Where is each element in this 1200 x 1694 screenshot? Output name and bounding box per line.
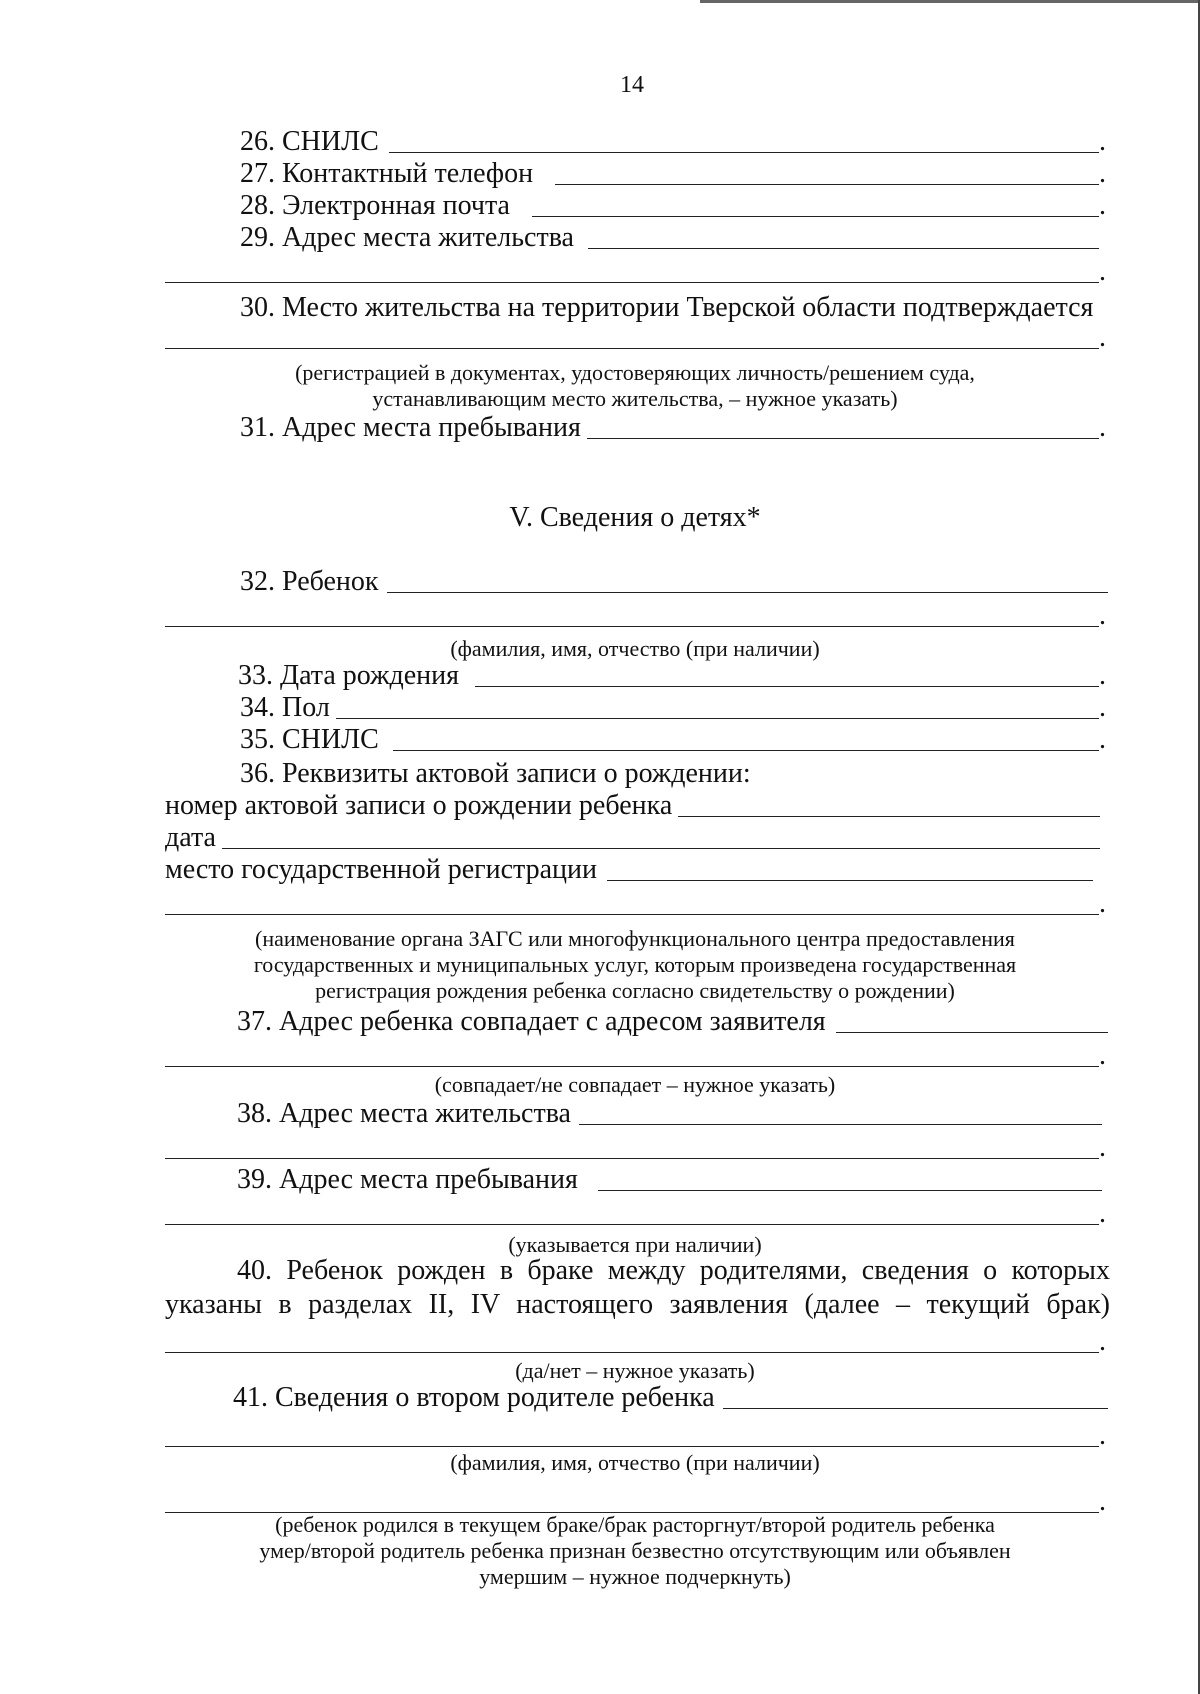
input-line[interactable]: [165, 1224, 1099, 1225]
input-line[interactable]: [165, 282, 1099, 283]
field-36-continuation: .: [165, 888, 1105, 920]
field-30-residence-confirmation: [240, 292, 1120, 324]
field-label: номер актовой записи о рождении ребенка: [165, 790, 673, 821]
field-label: 38. Адрес места жительства: [237, 1098, 571, 1129]
input-line[interactable]: [607, 880, 1093, 881]
field-35-snils: 35. СНИЛС .: [240, 724, 1106, 755]
field-39-stay-address: [237, 1164, 1102, 1196]
field-38-continuation: .: [165, 1132, 1105, 1164]
field-39-continuation: .: [165, 1198, 1105, 1230]
input-line[interactable]: [165, 1352, 1099, 1353]
field-label: 31. Адрес места пребывания: [240, 412, 581, 443]
field-32-continuation: .: [165, 600, 1105, 632]
input-line[interactable]: [165, 1158, 1099, 1159]
field-36-date: [165, 822, 1100, 854]
field-40-note: (да/нет – нужное указать): [515, 1358, 755, 1383]
field-37-continuation: .: [165, 1040, 1105, 1072]
field-41-note2-2: умер/второй родитель ребенка признан безвестно отсутствующим или объявлен: [259, 1538, 1011, 1563]
field-36-record-number: [165, 790, 1100, 822]
field-label: 30. Место жительства на территории Тверской области подтверждается: [240, 292, 1094, 323]
field-30-note-1: (регистрацией в документах, удостоверяющих личность/решением суда,: [295, 360, 975, 385]
field-38-residence-address: [237, 1098, 1102, 1130]
field-40-line-2: указаны в разделах II, IV настоящего заявления (далее – текущий брак): [165, 1289, 1110, 1320]
field-label: 32. Ребенок: [240, 566, 379, 597]
input-line[interactable]: [165, 1446, 1099, 1447]
field-41-status-input: .: [165, 1486, 1105, 1518]
field-36-birth-record: [240, 758, 1105, 790]
field-37-address-match: [237, 1006, 1108, 1038]
field-label: 26. СНИЛС: [240, 126, 379, 157]
field-29-continuation: .: [165, 256, 1105, 288]
field-label: 28. Электронная почта: [240, 190, 510, 221]
input-line[interactable]: [587, 438, 1099, 439]
field-label: 34. Пол: [240, 692, 330, 723]
field-label: 36. Реквизиты актовой записи о рождении:: [240, 758, 751, 789]
field-33-birth-date: 33. Дата рождения .: [238, 660, 1106, 691]
field-40-line-1: 40. Ребенок рожден в браке между родителями, сведения о которых: [237, 1255, 1110, 1286]
input-line[interactable]: [678, 816, 1100, 817]
field-36-registration-place: [165, 854, 1093, 886]
field-30-note-2: устанавливающим место жительства, – нужное указать): [372, 386, 898, 411]
input-line[interactable]: [475, 686, 1099, 687]
field-32-note: (фамилия, имя, отчество (при наличии): [450, 636, 820, 661]
input-line[interactable]: [387, 592, 1108, 593]
field-27-phone: 27. Контактный телефон .: [240, 158, 1106, 189]
field-label: 29. Адрес места жительства: [240, 222, 574, 253]
input-line[interactable]: [165, 348, 1099, 349]
input-line[interactable]: [588, 248, 1099, 249]
section-heading-children: V. Сведения о детях*: [509, 502, 761, 533]
input-line[interactable]: [389, 152, 1099, 153]
field-41-note: (фамилия, имя, отчество (при наличии): [450, 1450, 820, 1475]
input-line[interactable]: [598, 1190, 1102, 1191]
field-32-child: [240, 566, 1108, 598]
field-37-note: (совпадает/не совпадает – нужное указать): [434, 1072, 836, 1097]
field-41-note2-3: умершим – нужное подчеркнуть): [479, 1564, 791, 1589]
field-36-note-2: государственных и муниципальных услуг, которым произведена государственная: [253, 952, 1017, 977]
input-line[interactable]: [836, 1032, 1108, 1033]
field-31-stay-address: 31. Адрес места пребывания .: [240, 412, 1106, 443]
field-34-sex: 34. Пол .: [240, 692, 1106, 723]
scan-edge-top: [700, 0, 1200, 3]
input-line[interactable]: [165, 914, 1099, 915]
field-28-email: 28. Электронная почта .: [240, 190, 1106, 221]
field-40-input: .: [165, 1326, 1105, 1358]
field-label: 35. СНИЛС: [240, 724, 379, 755]
input-line[interactable]: [579, 1124, 1102, 1125]
field-41-note2-1: (ребенок родился в текущем браке/брак расторгнут/второй родитель ребенка: [275, 1512, 995, 1537]
field-label: 33. Дата рождения: [238, 660, 459, 691]
field-36-note-3: регистрация рождения ребенка согласно свидетельству о рождении): [315, 978, 955, 1003]
input-line[interactable]: [555, 184, 1099, 185]
page-number: 14: [620, 72, 644, 98]
input-line[interactable]: [222, 848, 1100, 849]
field-30-input: .: [165, 322, 1105, 354]
input-line[interactable]: [393, 750, 1099, 751]
input-line[interactable]: [336, 718, 1099, 719]
field-26-snils: 26. СНИЛС .: [240, 126, 1106, 157]
field-29-residence-address: [240, 222, 1105, 254]
field-label: 37. Адрес ребенка совпадает с адресом заявителя: [237, 1006, 826, 1037]
field-41-continuation: .: [165, 1420, 1105, 1452]
field-label: 27. Контактный телефон: [240, 158, 534, 189]
field-41-second-parent: [233, 1382, 1108, 1414]
input-line[interactable]: [165, 1066, 1099, 1067]
input-line[interactable]: [532, 216, 1099, 217]
field-39-note: (указывается при наличии): [508, 1232, 762, 1257]
field-36-note-1: (наименование органа ЗАГС или многофункционального центра предоставления: [255, 926, 1015, 951]
input-line[interactable]: [723, 1408, 1108, 1409]
field-label: дата: [165, 822, 216, 853]
field-label: место государственной регистрации: [165, 854, 597, 885]
input-line[interactable]: [165, 626, 1099, 627]
field-label: 41. Сведения о втором родителе ребенка: [233, 1382, 715, 1413]
field-label: 39. Адрес места пребывания: [237, 1164, 578, 1195]
